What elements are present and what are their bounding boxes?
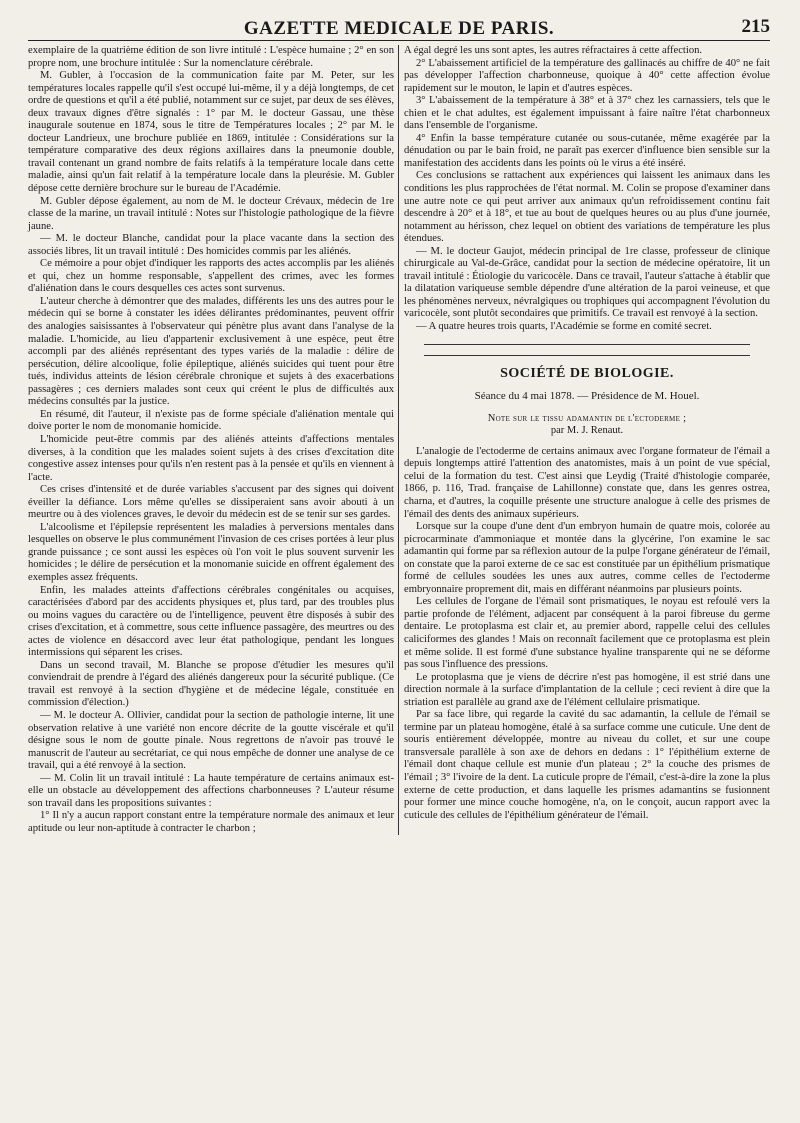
masthead	[28, 14, 770, 41]
page-number: 215	[741, 16, 770, 37]
paragraph: Dans un second travail, M. Blanche se propose d'étudier les mesures qu'il conviendrait de prendre à l'égard des aliénés dangereux pour la sécurité publique. (Ce travail est renvoyé à la section d'hygiène et de médecine légale, constituée en commission d'élection.)	[28, 659, 394, 709]
paragraph: — M. le docteur A. Ollivier, candidat pour la section de pathologie interne, lit une observation relative à une variété non encore décrite de la goutte viscérale et qu'il désigne sous le nom de goutte pinale. Nous regrettons de n'avoir pas trouvé le manuscrit de l'auteur au secrétariat, ce qui nous empêche de donner une analyse de ce travail, qui a été renvoyé à la section.	[28, 709, 394, 772]
paragraph: Enfin, les malades atteints d'affections cérébrales congénitales ou acquises, caractérisées d'abord par des accidents physiques et, plus tard, par des troubles plus ou moins vagues du caractère ou de l'intelligence, peuvent être disposés à subir des crises d'excitation, et à commettre, sous cette influence passagère, des meurtres ou des actes de violence en désaccord avec leur état pathologique, pendant les longues intermissions qui séparent les crises.	[28, 584, 394, 659]
journal-title: GAZETTE MEDICALE DE PARIS.	[243, 18, 555, 39]
paragraph: L'auteur cherche à démontrer que des malades, différents les uns des autres pour le médecin qui se borne à constater les idées délirantes prédominantes, peuvent offrir des analogies saisissantes à l'observateur qui pénètre plus avant dans l'analyse de la maladie. L'homicide, au lieu d'appartenir exclusivement à une espèce, peut être accompli par des aliénés représentant des types variés de la maladie : délire de persécution, délire alcoolique, folie épileptique, aliénés suicides qui tuent pour être tués, individus atteints de lésion cérébrale chronique et sujets à des exacerbations passagères ; ces derniers malades sont ceux qui créent le plus de difficultés aux médecins consultés par la justice.	[28, 295, 394, 408]
paragraph: L'homicide peut-être commis par des aliénés atteints d'affections mentales diverses, à la condition que les malades soient sujets à des crises d'excitation dite congestive assez intenses pour qu'ils n'en restent pas à la pensée et qu'ils en viennent à l'acte.	[28, 433, 394, 483]
paragraph: Le protoplasma que je viens de décrire n'est pas homogène, il est strié dans une direction normale à la surface d'implantation de la cellule ; ceci revient à dire que la striation est parallèle au grand axe de l'élément cellulaire prismatique.	[404, 671, 770, 708]
paragraph: — M. le docteur Gaujot, médecin principal de 1re classe, professeur de clinique chirurgicale au Val-de-Grâce, candidat pour la section de médecine opératoire, lit un travail intitulé : Étiologie du varicocèle. Dans ce travail, l'auteur s'attache à établir que la dilatation variqueuse semble dépendre d'une altération de la paroi veineuse, et que les phénomènes nerveux, névralgiques ou trophiques qui accompagnent l'évolution du varicocèle, sont plutôt secondaires que primitifs. Ce travail est renvoyé à la section.	[404, 245, 770, 320]
paragraph: 1° Il n'y a aucun rapport constant entre la température normale des animaux et leur aptitude ou leur non-aptitude à contracter le charbon ;	[28, 810, 394, 834]
column-divider	[398, 45, 399, 835]
note-author: par M. J. Renaut.	[550, 425, 624, 437]
paragraph: L'alcoolisme et l'épilepsie représentent les maladies à perversions mentales dans lesquelles on observe le plus communément l'invasion de ces crises portées à leur plus grande puissance ; ce sont aussi les espèces où l'on voit le plus souvent survenir les homicides ; le délire de persécution et la monomanie suicide en offrent également des exemples assez fréquents.	[28, 521, 394, 583]
paragraph: — M. Colin lit un travail intitulé : La haute température de certains animaux est-elle un obstacle au développement des affections charbonneuses ? L'auteur résume son travail dans les propositions suivantes :	[28, 772, 394, 809]
paragraph: Ces conclusions se rattachent aux expériences qui laissent les animaux dans les conditions les plus rapprochées de l'état normal. M. Colin se propose d'examiner dans une autre note ce qui peut arriver aux animaux qu'un refroidissement continu fait descendre à 20° et à 18°, et tue au bout de quelques heures ou au plus d'une journée, notamment au hérisson, chez lequel on obtient des variations de température les plus étendues.	[404, 170, 770, 245]
section-rule	[424, 355, 750, 356]
section-heading: SOCIÉTÉ DE BIOLOGIE.	[500, 365, 674, 381]
columns	[28, 45, 770, 835]
section-rule	[424, 344, 750, 345]
paragraph: — M. le docteur Blanche, candidat pour la place vacante dans la section des associés libres, lit un travail intitulé : Des homicides commis par les aliénés.	[28, 233, 394, 257]
paragraph: Ce mémoire a pour objet d'indiquer les rapports des actes accomplis par les aliénés et qui, chez un homme responsable, s'appellent des crimes, avec les formes d'aliénation dans le cours desquelles ces actes sont survenus.	[28, 258, 394, 295]
paragraph: Ces crises d'intensité et de durée variables s'accusent par des signes qui doivent éveiller la défiance. Lors même qu'elles se dissiperaient sans avoir abouti à un meurtre ou à des violences graves, le devoir du médecin est de se tenir sur ses gardes.	[28, 484, 394, 521]
paragraph: A égal degré les uns sont aptes, les autres réfractaires à cette affection.	[404, 45, 703, 56]
paragraph: 4° Enfin la basse température cutanée ou sous-cutanée, même exagérée par la dénudation ou par le bain froid, ne paraît pas exercer d'influence bien sensible sur la manifestation des accidents dans les points où le virus a été inséré.	[404, 132, 770, 169]
paragraph: — A quatre heures trois quarts, l'Académie se forme en comité secret.	[416, 321, 712, 333]
paragraph: M. Gubler dépose également, au nom de M. le docteur Crévaux, médecin de 1re classe de la marine, un travail intitulé : Notes sur l'histologie pathologique de la fièvre jaune.	[28, 195, 394, 232]
paragraph: L'analogie de l'ectoderme de certains animaux avec l'organe formateur de l'émail a depuis longtemps attiré l'attention des anatomistes, mais à un point de vue spécial, celui de la formation du test. C'est ainsi que Leydig (Traité d'histologie comparée, 1866, p. 116, Trad. française de Lahillonne) constate que, dans les genres ostrea, charna, et d'autres, la coquille présente une structure analogue à celle des prismes de l'émail des dents des animaux supérieurs.	[404, 445, 770, 520]
paragraph: 3° L'abaissement de la température à 38° et à 37° chez les carnassiers, tels que le chien et le chat adultes, est également impuissant à faire naître l'état charbonneux dans l'ensemble de l'organisme.	[404, 95, 770, 132]
paragraph: Lorsque sur la coupe d'une dent d'un embryon humain de quatre mois, colorée au picrocarminate d'ammoniaque et montée dans la glycérine, l'on examine le sac adamantin qui forme par sa réflexion autour de la pulpe l'organe générateur de l'émail, on constate que la paroi externe de ce sac est constituée par un épithélium prismatique formé de cellules soudées les unes aux autres, comme celles de l'ectoderme embryonnaire proprement dit, mais en différant néanmoins par plusieurs points.	[404, 521, 770, 595]
paragraph: Par sa face libre, qui regarde la cavité du sac adamantin, la cellule de l'émail se termine par un plateau homogène, étalé à sa surface comme une cuticule. Une dent de souris entièrement développée, montre au niveau du collet, et sur une coupe transversale parallèle à son axe de dehors en dedans : 1° l'épithélium externe de l'émail dont chaque cellule est munie d'un plateau ; 2° la couche des prismes de l'émail ; 3° l'ivoire de la dent. La cuticule propre de l'émail, c'est-à-dire la zone la plus externe de cette production, et dans laquelle les prismes adamantins se fusionnent pour former une mince couche homogène, n'a, on le conçoit, aucun rapport avec la cuticule des cellules de l'épithélium générateur de l'émail.	[404, 709, 770, 821]
note-title: Note sur le tissu adamantin de l'ectoderme ;	[487, 412, 687, 424]
paragraph: M. Gubler, à l'occasion de la communication faite par M. Peter, sur les températures locales rappelle qu'il s'est occupé lui-même, il y a déjà longtemps, de cet ordre de questions et qu'il a été publié, notamment sur ce sujet, par deux de ses élèves, deux travaux dignes d'être signalés : 1° par M. le docteur Gassau, une thèse inaugurale soutenue en 1874, sous le titre de Températures locales ; 2° par M. le docteur Landrieux, une brochure publiée en 1869, intitulée : Considérations sur la température comparative des deux régions axillaires dans la pneumonie double, travail contenant un grand nombre de faits relatifs à la température locale dans cette maladie, ainsi qu'un fait relatif à la température locale dans la pleurésie. M. Gubler dépose cette dernière brochure sur le bureau de l'Académie.	[28, 70, 394, 195]
paragraph: exemplaire de la quatrième édition de son livre intitulé : L'espèce humaine ; 2° en son propre nom, une brochure intitulée : Sur la nomenclature cérébrale.	[28, 45, 394, 69]
left-column	[28, 45, 394, 835]
paragraph: En résumé, dit l'auteur, il n'existe pas de forme spéciale d'aliénation mentale qui doive porter le nom de monomanie homicide.	[28, 408, 394, 433]
paragraph: Les cellules de l'organe de l'émail sont prismatiques, le noyau est refoulé vers la partie profonde de l'élément, adjacent par conséquent à la paroi fibreuse du germe dentaire. Le protoplasma est clair et, au premier abord, rappelle celui des cellules caliciformes des glandes ! Mais on reconnaît facilement que ce protoplasma est plein et même solide. Il est formé d'une substance hyaline transparente qui ne se déforme pas sous l'influence des pressions.	[404, 596, 770, 671]
paragraph: 2° L'abaissement artificiel de la température des gallinacés au chiffre de 40° ne fait pas développer l'affection charbonneuse, quoique à 40° cette affection évolue rapidement sur le mouton, le lapin et d'autres espèces.	[404, 57, 770, 94]
session-line: Séance du 4 mai 1878. — Présidence de M. Houel.	[474, 390, 700, 403]
right-column	[404, 45, 770, 835]
